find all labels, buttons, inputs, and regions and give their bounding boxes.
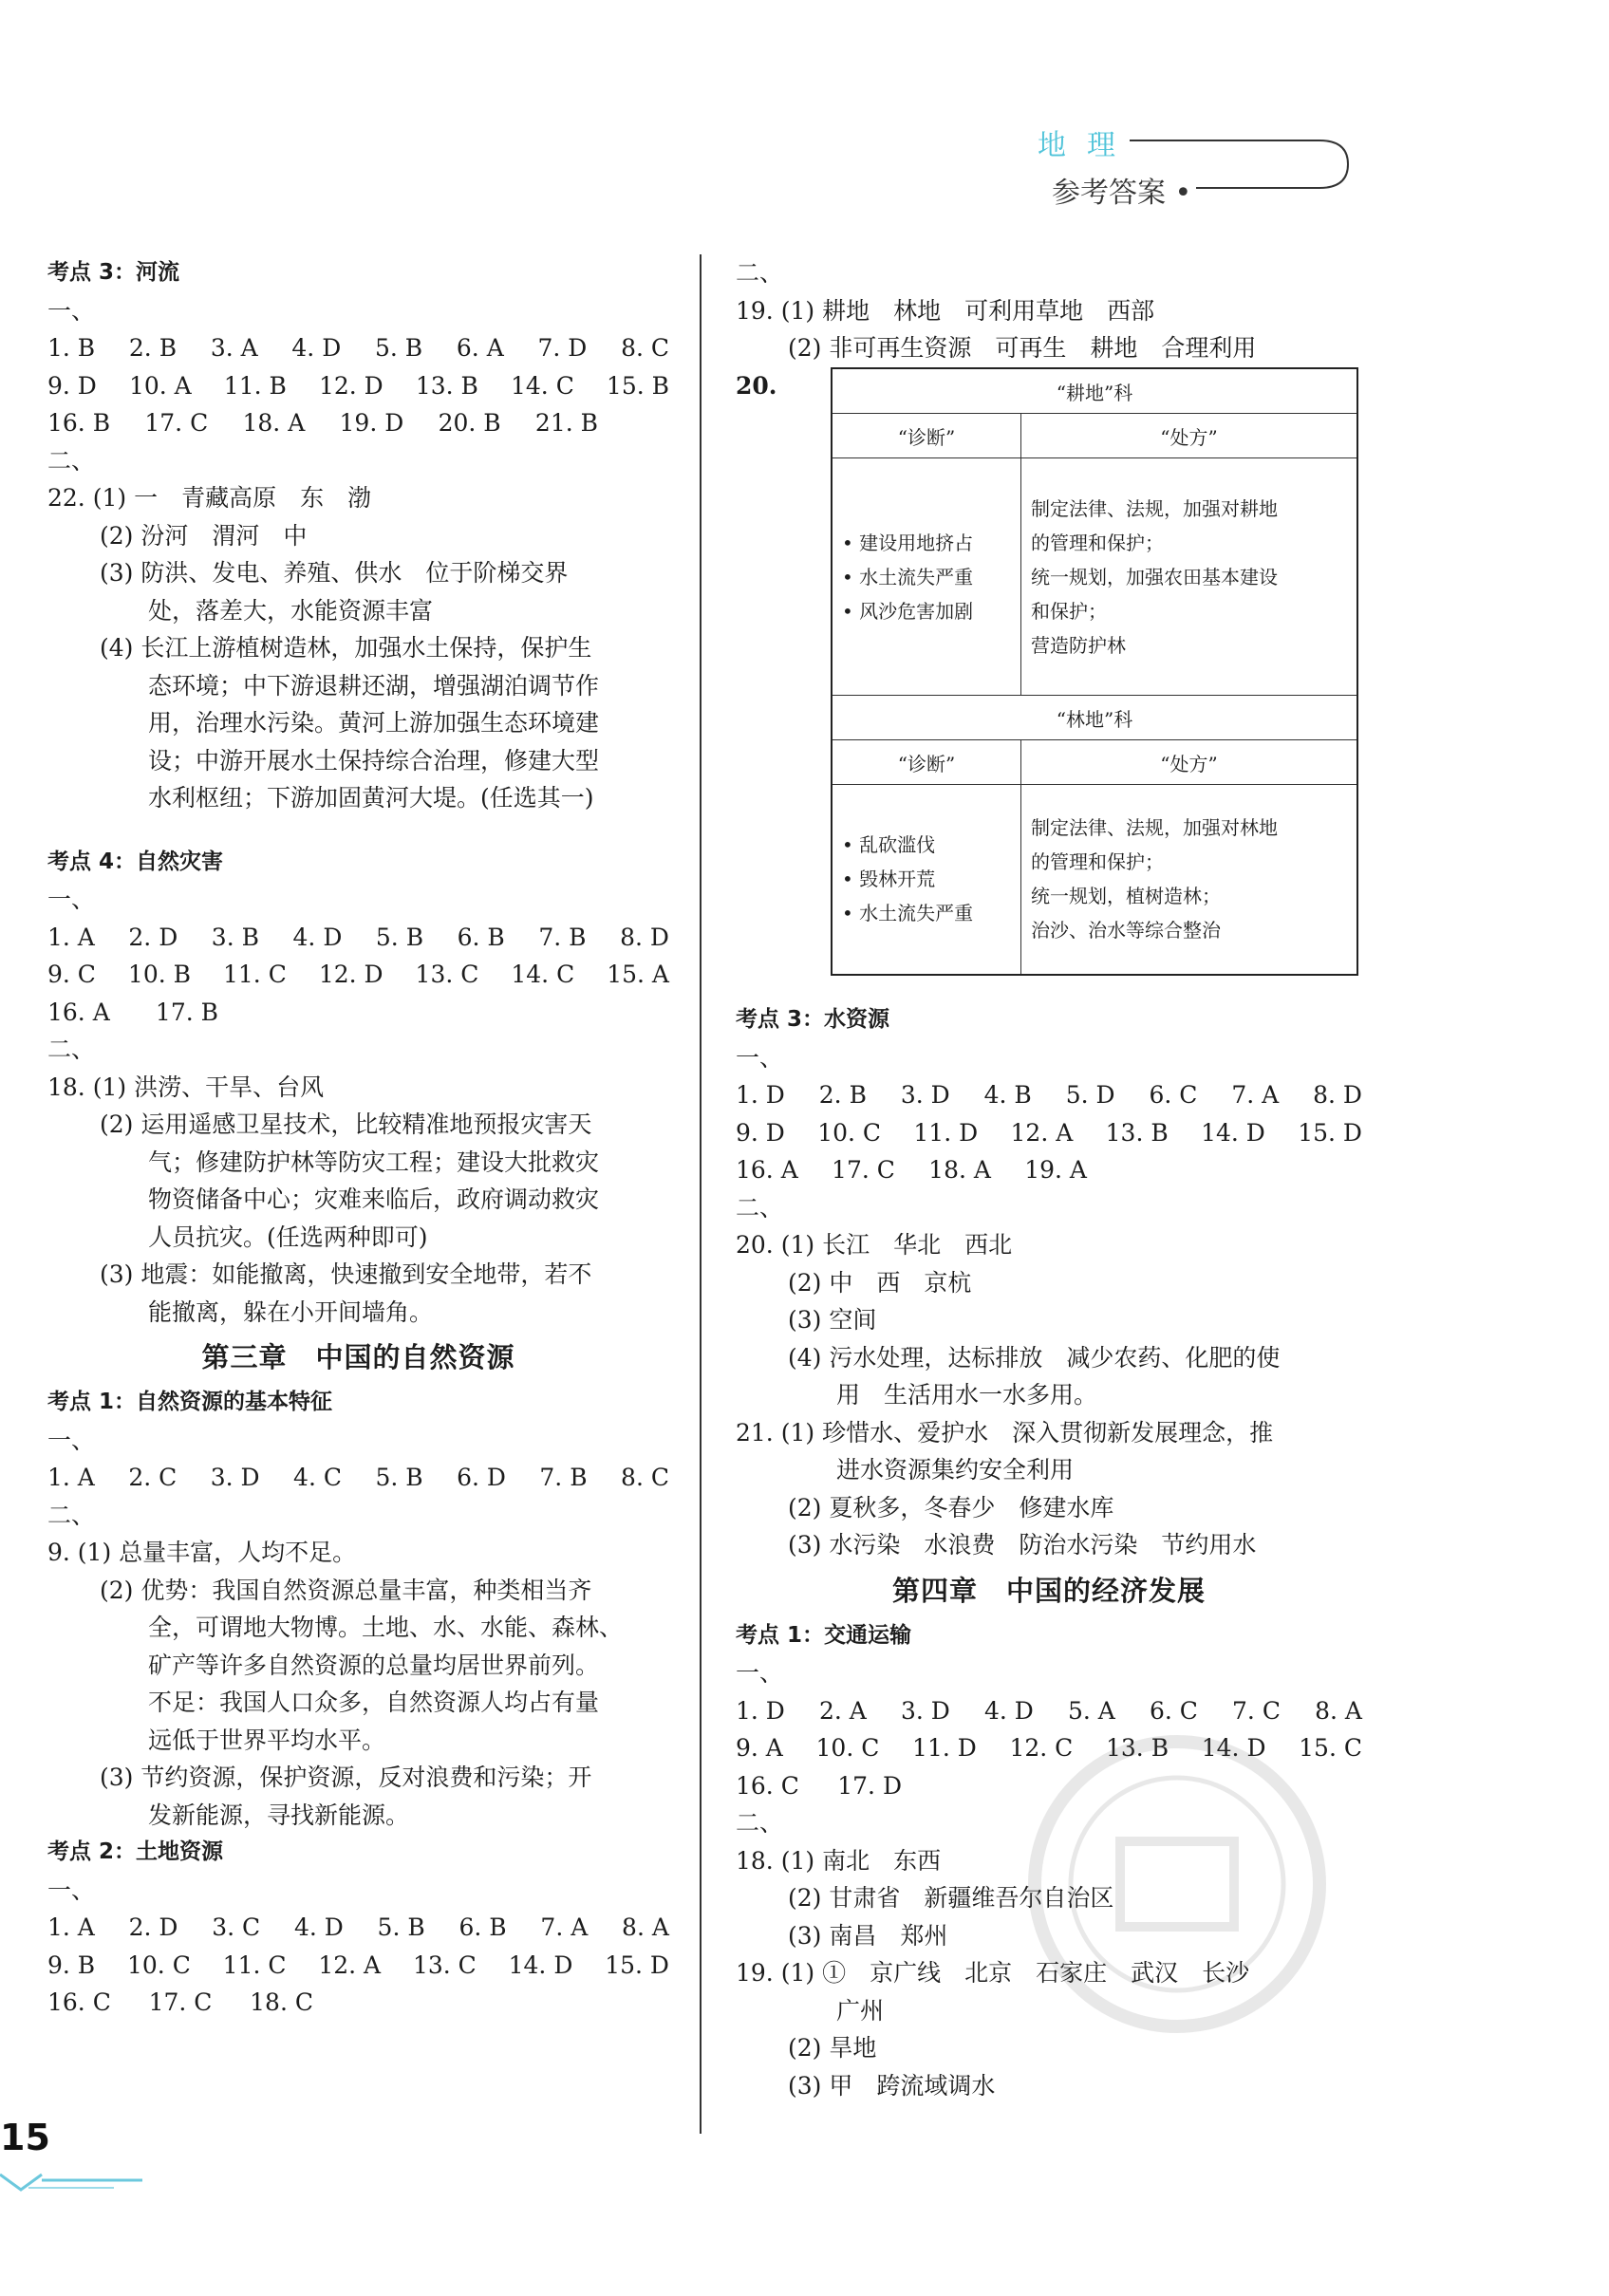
- section-title: 考点 1：自然资源的基本特征: [47, 1390, 333, 1414]
- table-dept-header: “林地”科: [832, 696, 1357, 740]
- answer-line: 人员抗灾。(任选两种即可): [148, 1223, 428, 1251]
- mc-row: 9. D 10. C 11. D 12. A 13. B 14. D 15. D: [736, 1118, 1362, 1147]
- answer-line: (2) 非可再生资源 可再生 耕地 合理利用: [788, 334, 1257, 362]
- table-col-header: “诊断”: [832, 740, 1021, 785]
- diagnosis-table: [831, 367, 1358, 976]
- mc-row: 1. A 2. D 3. B 4. D 5. B 6. B 7. B 8. D: [47, 923, 669, 951]
- answer-line: 18. (1) 洪涝、干旱、台风: [47, 1073, 325, 1101]
- table-col-header: “诊断”: [832, 414, 1021, 458]
- answer-line: (4) 长江上游植树造林，加强水土保持，保护生: [100, 634, 592, 662]
- column-divider: [700, 254, 702, 2134]
- section-title: 考点 1：交通运输: [736, 1622, 912, 1648]
- answer-line: 物资储备中心；灾难来临后，政府调动救灾: [148, 1185, 600, 1213]
- mc-row: 9. A 10. C 11. D 12. C 13. B 14. D 15. C: [736, 1734, 1362, 1762]
- part-label: 一、: [47, 296, 96, 325]
- answer-line: (2) 优势：我国自然资源总量丰富，种类相当齐: [100, 1576, 592, 1604]
- table-dept-header: “耕地”科: [832, 368, 1357, 414]
- left-column: [47, 254, 669, 2022]
- answer-line: 气；修建防护林等防灾工程；建设大批救灾: [148, 1148, 600, 1176]
- answer-line: 态环境；中下游退耕还湖，增强湖泊调节作: [148, 671, 600, 700]
- part-label: 一、: [47, 1426, 96, 1454]
- mc-row: 9. D 10. A 11. B 12. D 13. B 14. C 15. B: [47, 371, 669, 400]
- answer-line: 9. (1) 总量丰富，人均不足。: [47, 1539, 357, 1566]
- part-label: 一、: [47, 886, 96, 913]
- answer-line: 用，治理水污染。黄河上游加强生态环境建: [148, 709, 600, 737]
- answer-line: 不足：我国人口众多，自然资源人均占有量: [148, 1689, 600, 1716]
- answer-line: (3) 地震：如能撤离，快速撤到安全地带，若不: [100, 1260, 592, 1288]
- subject-title: 地理: [1038, 129, 1136, 162]
- section-title: 考点 3：水资源: [736, 1007, 890, 1032]
- answer-line: 处，落差大，水能资源丰富: [148, 596, 434, 625]
- answer-line: (3) 空间: [788, 1306, 877, 1334]
- answer-line: (3) 节约资源，保护资源，反对浪费和污染；开: [100, 1764, 592, 1791]
- answer-line: (2) 汾河 渭河 中: [100, 521, 308, 550]
- table-prescription-cell: 制定法律、法规，加强对林地 的管理和保护； 统一规划，植树造林； 治沙、治水等综合整治: [1021, 785, 1358, 975]
- table-prescription-cell: 制定法律、法规，加强对耕地 的管理和保护； 统一规划，加强农田基本建设 和保护； 营造防护林: [1021, 458, 1358, 696]
- table-col-header: “处方”: [1021, 740, 1358, 785]
- mc-row: 9. B 10. C 11. C 12. A 13. C 14. D 15. D: [47, 1951, 669, 1979]
- answer-line: 广州: [836, 1996, 885, 2025]
- answer-key-label: 参考答案 •: [1052, 177, 1192, 210]
- answer-line: 19. (1) ① 京广线 北京 石家庄 武汉 长沙: [736, 1959, 1250, 1987]
- part-label: 二、: [47, 1036, 96, 1063]
- answer-line: 用 生活用水一水多用。: [836, 1381, 1098, 1409]
- question-number: 20.: [736, 371, 777, 400]
- answer-line: 进水资源集约安全利用: [836, 1456, 1075, 1484]
- answer-line: 全，可谓地大物博。土地、水、水能、森林、: [148, 1614, 624, 1641]
- table-diagnosis-cell: • 乱砍滥伐 • 毁林开荒 • 水土流失严重: [832, 785, 1021, 975]
- part-label: 二、: [736, 1193, 784, 1222]
- mc-row: 16. A 17. C 18. A 19. A: [736, 1156, 1087, 1184]
- mc-row: 1. B 2. B 3. A 4. D 5. B 6. A 7. D 8. C: [47, 334, 669, 362]
- part-label: 一、: [736, 1043, 784, 1072]
- page-number-decoration: [0, 2167, 152, 2195]
- mc-row: 16. B 17. C 18. A 19. D 20. B 21. B: [47, 409, 598, 437]
- part-label: 二、: [47, 446, 96, 475]
- table-diagnosis-cell: • 建设用地挤占 • 水土流失严重 • 风沙危害加剧: [832, 458, 1021, 696]
- chapter-title: 第四章 中国的经济发展: [891, 1574, 1206, 1607]
- mc-row: 1. D 2. A 3. D 4. D 5. A 6. C 7. C 8. A: [736, 1696, 1362, 1725]
- mc-row: 9. C 10. B 11. C 12. D 13. C 14. C 15. A: [47, 961, 669, 988]
- answer-line: (3) 防洪、发电、养殖、供水 位于阶梯交界: [100, 559, 569, 587]
- page-number: 15: [0, 2117, 50, 2158]
- part-label: 二、: [47, 1501, 96, 1529]
- answer-line: (2) 旱地: [788, 2034, 877, 2062]
- section-title: 考点 3：河流: [47, 260, 180, 285]
- answer-line: 21. (1) 珍惜水、爱护水 深入贯彻新发展理念，推: [736, 1418, 1274, 1447]
- section-title: 考点 2：土地资源: [47, 1839, 224, 1864]
- part-label: 二、: [736, 259, 784, 287]
- answer-line: 22. (1) 一 青藏高原 东 渤: [47, 484, 372, 512]
- part-label: 二、: [736, 1809, 784, 1837]
- mc-row: 1. A 2. D 3. C 4. D 5. B 6. B 7. A 8. A: [47, 1913, 669, 1941]
- mc-row: 1. D 2. B 3. D 4. B 5. D 6. C 7. A 8. D: [736, 1081, 1362, 1109]
- part-label: 一、: [736, 1659, 784, 1687]
- answer-line: 能撤离，躲在小开间墙角。: [148, 1297, 434, 1326]
- answer-line: (3) 水污染 水浪费 防治水污染 节约用水: [788, 1531, 1257, 1559]
- answer-line: (3) 南昌 郑州: [788, 1921, 948, 1950]
- answer-line: 发新能源，寻找新能源。: [148, 1801, 410, 1829]
- answer-line: (2) 中 西 京杭: [788, 1268, 972, 1297]
- answer-line: (3) 甲 跨流域调水: [788, 2071, 996, 2100]
- answer-line: 20. (1) 长江 华北 西北: [736, 1231, 1013, 1259]
- answer-line: (2) 夏秋多，冬春少 修建水库: [788, 1493, 1114, 1521]
- mc-row: 16. A 17. B: [47, 998, 218, 1026]
- answer-line: 远低于世界平均水平。: [148, 1726, 386, 1754]
- answer-line: (2) 甘肃省 新疆维吾尔自治区: [788, 1884, 1114, 1912]
- mc-row: 16. C 17. C 18. C: [47, 1988, 313, 2016]
- answer-line: 19. (1) 耕地 林地 可利用草地 西部: [736, 296, 1155, 325]
- answer-line: (2) 运用遥感卫星技术，比较精准地预报灾害天: [100, 1111, 592, 1138]
- section-title: 考点 4：自然灾害: [47, 849, 224, 874]
- table-col-header: “处方”: [1021, 414, 1358, 458]
- answer-line: 18. (1) 南北 东西: [736, 1846, 942, 1875]
- chapter-title: 第三章 中国的自然资源: [201, 1341, 515, 1373]
- answer-line: (4) 污水处理，达标排放 减少农药、化肥的使: [788, 1343, 1281, 1372]
- mc-row: 1. A 2. C 3. D 4. C 5. B 6. D 7. B 8. C: [47, 1464, 669, 1491]
- part-label: 一、: [47, 1876, 96, 1904]
- answer-line: 矿产等许多自然资源的总量均居世界前列。: [148, 1651, 600, 1679]
- answer-line: 设；中游开展水土保持综合治理，修建大型: [148, 746, 600, 775]
- mc-row: 16. C 17. D: [736, 1771, 902, 1800]
- watermark-stamp: [1020, 1727, 1334, 2041]
- answer-line: 水利枢纽；下游加固黄河大堤。(任选其一): [148, 784, 594, 812]
